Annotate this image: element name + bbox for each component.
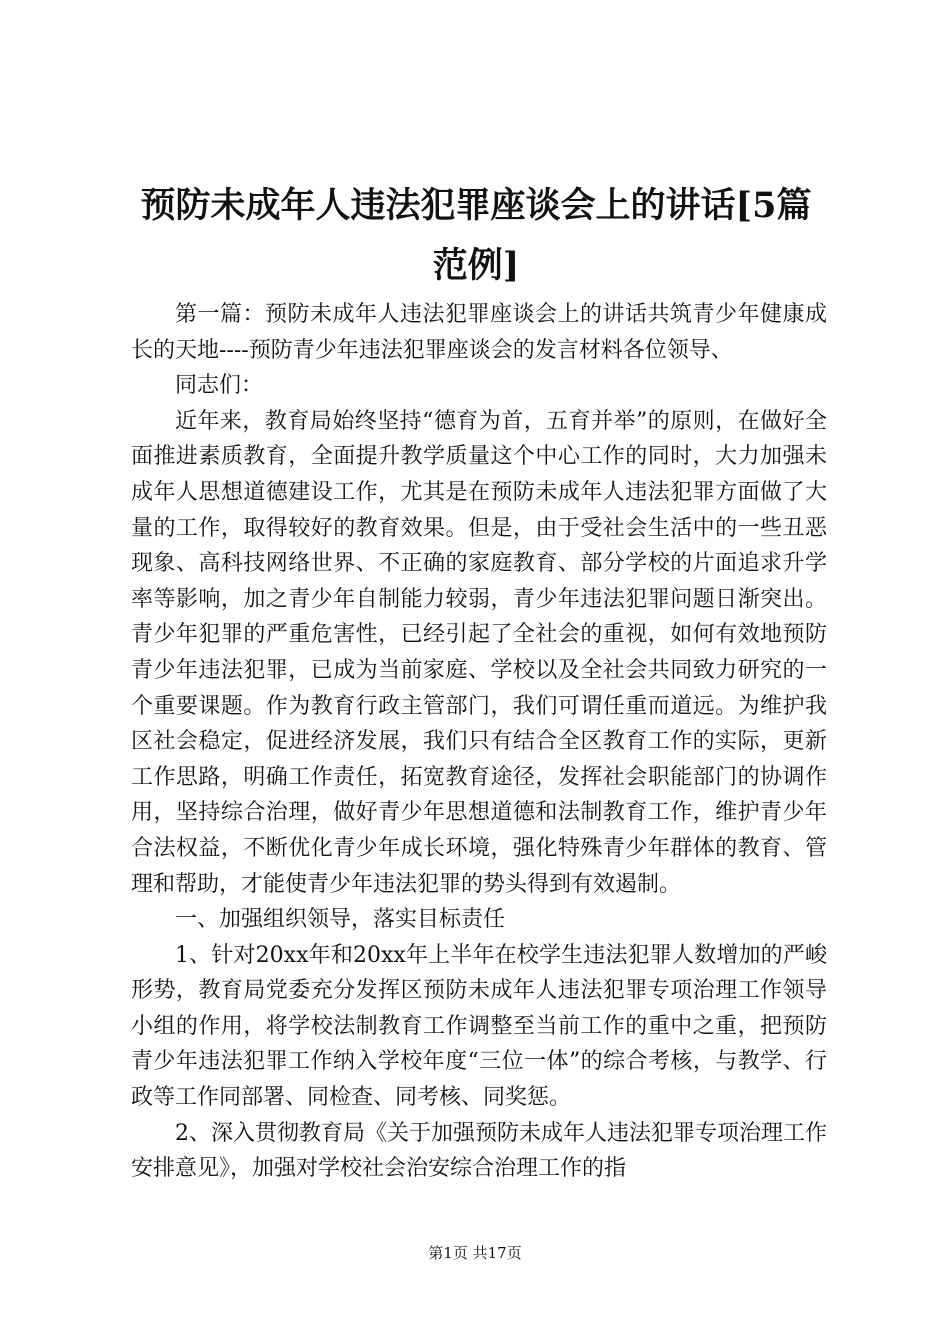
page-footer: 第1页 共17页 [428, 1244, 522, 1262]
title-line-1: 预防未成年人违法犯罪座谈会上的讲话[5篇 [140, 185, 812, 226]
title-line-2: 范例] [432, 245, 520, 286]
paragraph-intro: 第一篇：预防未成年人违法犯罪座谈会上的讲话共筑青少年健康成长的天地----预防青少年违法犯罪座谈会的发言材料各位领导、 [131, 302, 827, 363]
document-title [120, 176, 832, 296]
document-body [131, 297, 827, 1187]
paragraph-salutation: 同志们： [175, 373, 264, 399]
section-heading-1: 一、加强组织领导，落实目标责任 [175, 907, 506, 933]
paragraph-item-2: 2、深入贯彻教育局《关于加强预防未成年人违法犯罪专项治理工作安排意见》，加强对学校社会治安综合治理工作的指 [131, 1120, 827, 1182]
paragraph-main: 近年来，教育局始终坚持“德育为首，五育并举”的原则，在做好全面推进素质教育，全面提升教学质量这个中心工作的同时，大力加强未成年人思想道德建设工作，尤其是在预防未成年人违法犯罪方面做了大量的工作，取得较好的教育效果。但是，由于受社会生活中的一些丑恶现象、高科技网络世界、不正确的家庭教育、部分学校的片面追求升学率等影响，加之青少年自制能力较弱，青少年违法犯罪问题日渐突出。青少年犯罪的严重危害性，已经引起了全社会的重视，如何有效地预防青少年违法犯罪，已成为当前家庭、学校以及全社会共同致力研究的一个重要课题。作为教育行政主管部门，我们可谓任重而道远。为维护我区社会稳定，促进经济发展，我们只有结合全区教育工作的实际，更新工作思路，明确工作责任，拓宽教育途径，发挥社会职能部门的协调作用，坚持综合治理，做好青少年思想道德和法制教育工作，维护青少年合法权益，不断优化青少年成长环境，强化特殊青少年群体的教育、管理和帮助，才能使青少年违法犯罪的势头得到有效遏制。 [131, 408, 827, 897]
paragraph-item-1: 1、针对20xx年和20xx年上半年在校学生违法犯罪人数增加的严峻形势，教育局党委充分发挥区预防未成年人违法犯罪专项治理工作领导小组的作用，将学校法制教育工作调整至当前工作的重中之重，把预防青少年违法犯罪工作纳入学校年度“三位一体”的综合考核，与教学、行政等工作同部署、同检查、同考核、同奖惩。 [131, 942, 827, 1111]
